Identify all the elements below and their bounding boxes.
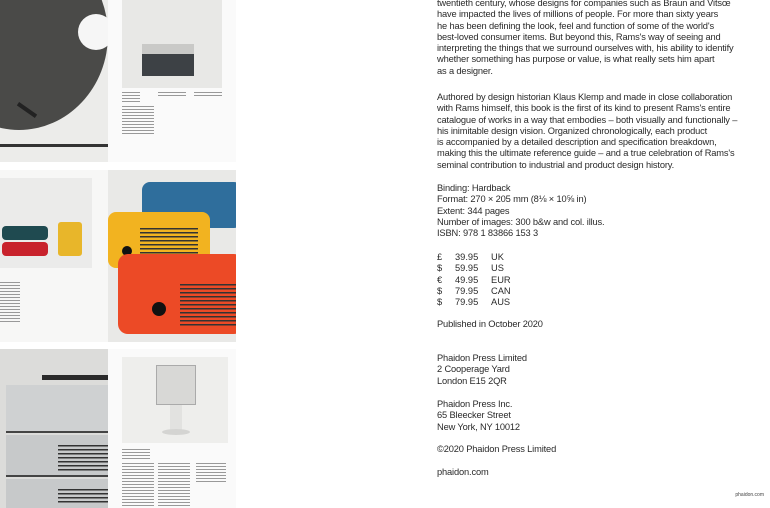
- body-text-placeholder: [122, 106, 154, 136]
- yellow-bag-image: [58, 222, 82, 256]
- currency-symbol: $: [437, 285, 443, 296]
- caption-text-placeholder: [122, 92, 140, 102]
- radio-knob: [152, 302, 166, 316]
- price-amount: 49.95: [455, 274, 479, 285]
- book-specs: [437, 183, 604, 239]
- text-line: with Rams himself, this book is the first of its kind to present Rams's entire: [437, 103, 731, 114]
- description-paragraph-2: [437, 92, 737, 171]
- price-list: [437, 252, 511, 308]
- speaker-grill: [58, 489, 108, 505]
- price-row: [437, 275, 511, 286]
- currency-symbol: $: [437, 263, 443, 274]
- spread-2-right-page: [108, 170, 236, 342]
- price-amount: 79.95: [455, 285, 479, 296]
- price-region: AUS: [491, 297, 511, 308]
- red-device-image: [2, 242, 48, 256]
- text-line: interpreting the things that we surround ourselves with, his ability to identify: [437, 43, 734, 54]
- price-region: CAN: [491, 285, 511, 296]
- text-line: he has been defining the look, feel and function of some of the world's: [437, 20, 714, 31]
- body-text-placeholder: [158, 463, 190, 508]
- caption-text-placeholder: [158, 92, 186, 96]
- spec-images: Number of images: 300 b&w and col. illus.: [437, 216, 605, 227]
- address-line: Phaidon Press Limited: [437, 353, 527, 363]
- address-line: London E15 2QR: [437, 375, 507, 386]
- currency-symbol: $: [437, 297, 443, 308]
- spread-2-left-page: [0, 170, 108, 342]
- spec-isbn: ISBN: 978 1 83866 153 3: [437, 228, 538, 239]
- body-text-placeholder: [196, 463, 226, 483]
- price-amount: 79.95: [455, 297, 479, 308]
- price-row: [437, 286, 511, 297]
- spread-1-left-page: [0, 0, 108, 162]
- speaker-grill: [140, 228, 198, 256]
- record-player-image: [142, 44, 194, 76]
- teal-device-image: [2, 226, 48, 240]
- text-line: as a designer.: [437, 65, 493, 76]
- turntable-spindle-label: [78, 14, 108, 50]
- address-line: 2 Cooperage Yard: [437, 364, 510, 375]
- spec-extent: Extent: 344 pages: [437, 205, 510, 216]
- address-line: Phaidon Press Inc.: [437, 399, 513, 409]
- text-line: whether something has purpose or value, is what really sets him apart: [437, 54, 715, 65]
- caption-text-placeholder: [194, 92, 222, 96]
- address-us: [437, 399, 520, 433]
- caption-text-placeholder: [122, 449, 150, 461]
- spread-1-right-page: [108, 0, 236, 162]
- speaker-grill: [58, 445, 108, 471]
- tonearm-image: [42, 375, 108, 380]
- pedestal-base: [162, 429, 190, 435]
- website-link[interactable]: phaidon.com: [437, 467, 489, 477]
- text-line: seminal contribution to industrial and product design history.: [437, 159, 675, 170]
- divider: [0, 144, 108, 147]
- publication-date: Published in October 2020: [437, 319, 543, 329]
- price-amount: 59.95: [455, 263, 479, 274]
- text-line: his inimitable design vision. Organized chronologically, each product: [437, 125, 708, 136]
- hifi-stack-image: [6, 385, 108, 433]
- pedestal-hifi-image: [156, 365, 196, 405]
- currency-symbol: £: [437, 252, 443, 262]
- price-region: EUR: [491, 274, 511, 285]
- text-line: making this the ultimate reference guide – and a true celebration of Rams's: [437, 148, 735, 159]
- body-text-placeholder: [0, 282, 20, 322]
- price-row: [437, 252, 511, 263]
- footer-website: phaidon.com: [735, 492, 764, 498]
- spec-format: Format: 270 × 205 mm (8⅛ × 10⅝ in): [437, 194, 587, 205]
- text-line: catalogue of works in a way that embodies – both visually and functionally –: [437, 114, 738, 125]
- copyright: ©2020 Phaidon Press Limited: [437, 444, 557, 454]
- spread-3-right-page: [108, 349, 236, 508]
- price-region: US: [491, 263, 504, 274]
- price-amount: 39.95: [455, 252, 479, 262]
- text-line: Authored by design historian Klaus Klemp and made in close collaboration: [437, 92, 733, 102]
- price-row: [437, 263, 511, 274]
- text-line: have impacted the lives of millions of people. For more than sixty years: [437, 9, 719, 20]
- spec-binding: Binding: Hardback: [437, 183, 511, 193]
- speaker-grill: [180, 284, 236, 328]
- currency-symbol: €: [437, 274, 443, 285]
- body-text-placeholder: [122, 463, 154, 508]
- address-line: 65 Bleecker Street: [437, 410, 511, 421]
- spread-3-left-page: [0, 349, 108, 508]
- price-region: UK: [491, 252, 504, 262]
- address-line: New York, NY 10012: [437, 421, 520, 432]
- description-paragraph-1: [437, 0, 734, 77]
- price-row: [437, 297, 511, 308]
- pedestal-stem: [170, 405, 182, 431]
- text-line: best-loved consumer items. But beyond this, Rams's way of seeing and: [437, 31, 721, 42]
- text-line: is accompanied by a detailed description and specification breakdown,: [437, 137, 717, 148]
- text-line: twentieth century, whose designs for companies such as Braun and Vitsœ: [437, 0, 731, 8]
- address-uk: [437, 353, 527, 387]
